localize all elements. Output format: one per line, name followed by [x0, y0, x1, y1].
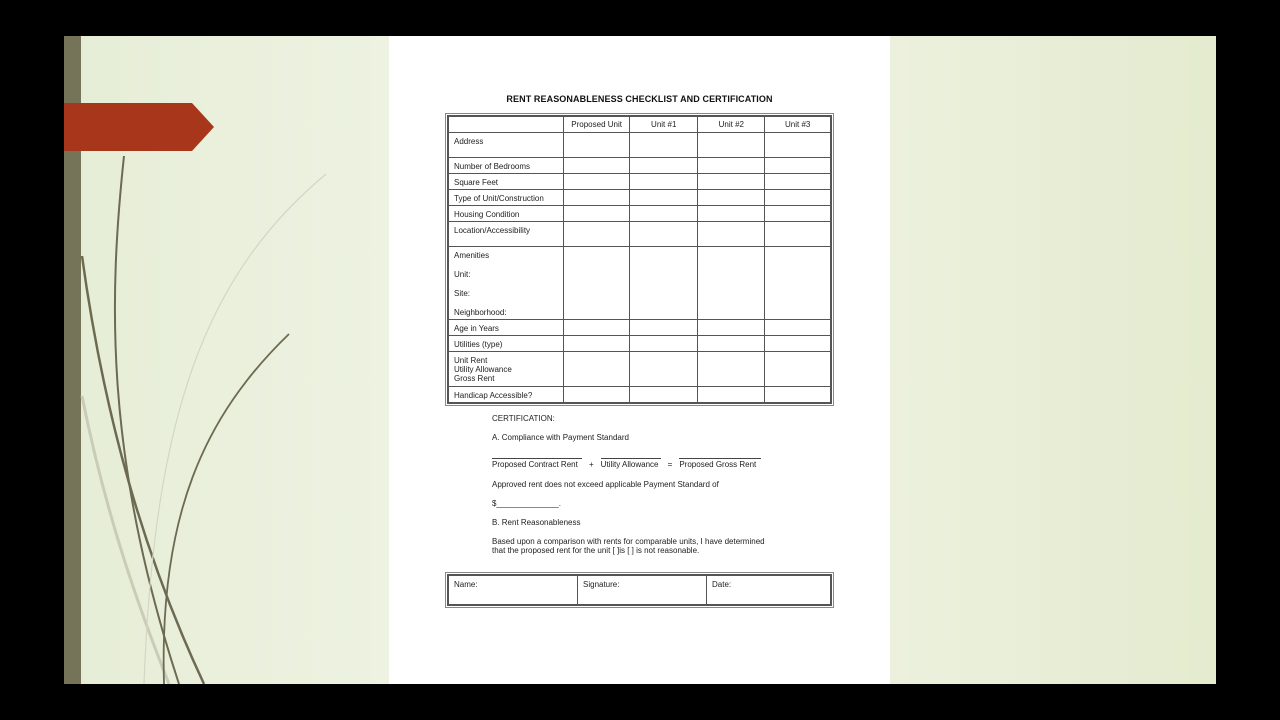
reasonableness-statement-line1: Based upon a comparison with rents for comparable units, I have determined — [492, 537, 765, 546]
row-label: Unit Rent — [454, 356, 488, 365]
name-field[interactable]: Name: — [448, 575, 578, 605]
input-cell[interactable] — [630, 206, 698, 222]
input-cell[interactable] — [698, 222, 765, 247]
input-cell[interactable] — [698, 206, 765, 222]
input-cell[interactable] — [765, 247, 831, 320]
input-cell[interactable] — [698, 133, 765, 158]
input-cell[interactable] — [564, 352, 630, 387]
input-cell[interactable] — [564, 133, 630, 158]
input-cell[interactable] — [765, 174, 831, 190]
row-label-rent — [448, 352, 564, 387]
approved-rent-text: Approved rent does not exceed applicable Payment Standard of — [492, 480, 719, 489]
certification-heading: CERTIFICATION: — [492, 414, 555, 423]
input-cell[interactable] — [564, 222, 630, 247]
table-row-address — [448, 133, 831, 158]
equals-sign: = — [667, 460, 673, 469]
row-sublabel: Utility Allowance — [454, 365, 512, 374]
input-cell[interactable] — [765, 222, 831, 247]
row-label: Address — [448, 133, 564, 158]
row-sublabel: Unit: — [454, 270, 471, 279]
table-row-handicap — [448, 387, 831, 403]
input-cell[interactable] — [564, 247, 630, 320]
input-cell[interactable] — [564, 387, 630, 403]
input-cell[interactable] — [564, 158, 630, 174]
row-label: Utilities (type) — [448, 336, 564, 352]
input-cell[interactable] — [765, 206, 831, 222]
presentation-slide — [64, 36, 1216, 684]
signature-table — [447, 574, 832, 606]
proposed-contract-rent-blank[interactable]: Proposed Contract Rent — [492, 458, 582, 469]
utility-allowance-blank[interactable]: Utility Allowance — [601, 458, 661, 469]
input-cell[interactable] — [765, 352, 831, 387]
section-b-heading: B. Rent Reasonableness — [492, 518, 581, 527]
signature-field[interactable]: Signature: — [578, 575, 707, 605]
date-field[interactable]: Date: — [707, 575, 832, 605]
table-header-row — [448, 116, 831, 133]
table-row-square-feet — [448, 174, 831, 190]
red-arrow-banner — [64, 103, 214, 151]
section-a-heading: A. Compliance with Payment Standard — [492, 433, 629, 442]
row-label: Housing Condition — [448, 206, 564, 222]
input-cell[interactable] — [698, 247, 765, 320]
row-label: Age in Years — [448, 320, 564, 336]
input-cell[interactable] — [698, 336, 765, 352]
input-cell[interactable] — [564, 320, 630, 336]
proposed-gross-rent-blank[interactable]: Proposed Gross Rent — [679, 458, 761, 469]
reasonableness-statement-line2: that the proposed rent for the unit [ ]is [ ] is not reasonable. — [492, 546, 700, 555]
row-sublabel: Site: — [454, 289, 471, 298]
column-header-unit-3: Unit #3 — [765, 116, 831, 133]
column-header — [448, 116, 564, 133]
input-cell[interactable] — [698, 320, 765, 336]
row-label: Amenities — [454, 251, 490, 260]
input-cell[interactable] — [765, 158, 831, 174]
input-cell[interactable] — [630, 320, 698, 336]
input-cell[interactable] — [630, 174, 698, 190]
plus-sign: + — [589, 460, 594, 469]
table-row-amenities — [448, 247, 831, 320]
input-cell[interactable] — [698, 387, 765, 403]
input-cell[interactable] — [630, 133, 698, 158]
row-sublabel: Gross Rent — [454, 374, 495, 383]
row-label: Number of Bedrooms — [448, 158, 564, 174]
input-cell[interactable] — [765, 387, 831, 403]
input-cell[interactable] — [765, 133, 831, 158]
input-cell[interactable] — [564, 206, 630, 222]
table-row-utilities — [448, 336, 831, 352]
input-cell[interactable] — [765, 320, 831, 336]
input-cell[interactable] — [698, 352, 765, 387]
rent-checklist-table — [447, 115, 832, 404]
table-row-age — [448, 320, 831, 336]
row-label: Location/Accessibility — [448, 222, 564, 247]
input-cell[interactable] — [698, 190, 765, 206]
row-label: Handicap Accessible? — [448, 387, 564, 403]
row-sublabel: Neighborhood: — [454, 308, 507, 317]
input-cell[interactable] — [765, 336, 831, 352]
table-row-bedrooms — [448, 158, 831, 174]
input-cell[interactable] — [698, 158, 765, 174]
column-header-unit-1: Unit #1 — [630, 116, 698, 133]
input-cell[interactable] — [630, 222, 698, 247]
column-header-unit-2: Unit #2 — [698, 116, 765, 133]
input-cell[interactable] — [765, 190, 831, 206]
payment-standard-amount-blank[interactable]: $______________. — [492, 499, 561, 508]
input-cell[interactable] — [564, 190, 630, 206]
input-cell[interactable] — [630, 352, 698, 387]
rent-formula — [492, 458, 761, 469]
input-cell[interactable] — [564, 336, 630, 352]
table-row-unit-type — [448, 190, 831, 206]
input-cell[interactable] — [564, 174, 630, 190]
table-row-housing-condition — [448, 206, 831, 222]
input-cell[interactable] — [630, 158, 698, 174]
document-title: RENT REASONABLENESS CHECKLIST AND CERTIFICATION — [506, 94, 773, 104]
input-cell[interactable] — [630, 336, 698, 352]
column-header-proposed-unit: Proposed Unit — [564, 116, 630, 133]
input-cell[interactable] — [630, 387, 698, 403]
input-cell[interactable] — [630, 190, 698, 206]
row-label: Type of Unit/Construction — [448, 190, 564, 206]
row-label-amenities — [448, 247, 564, 320]
row-label: Square Feet — [448, 174, 564, 190]
table-row-location — [448, 222, 831, 247]
input-cell[interactable] — [698, 174, 765, 190]
input-cell[interactable] — [630, 247, 698, 320]
document-page — [389, 36, 890, 684]
table-row-rent — [448, 352, 831, 387]
